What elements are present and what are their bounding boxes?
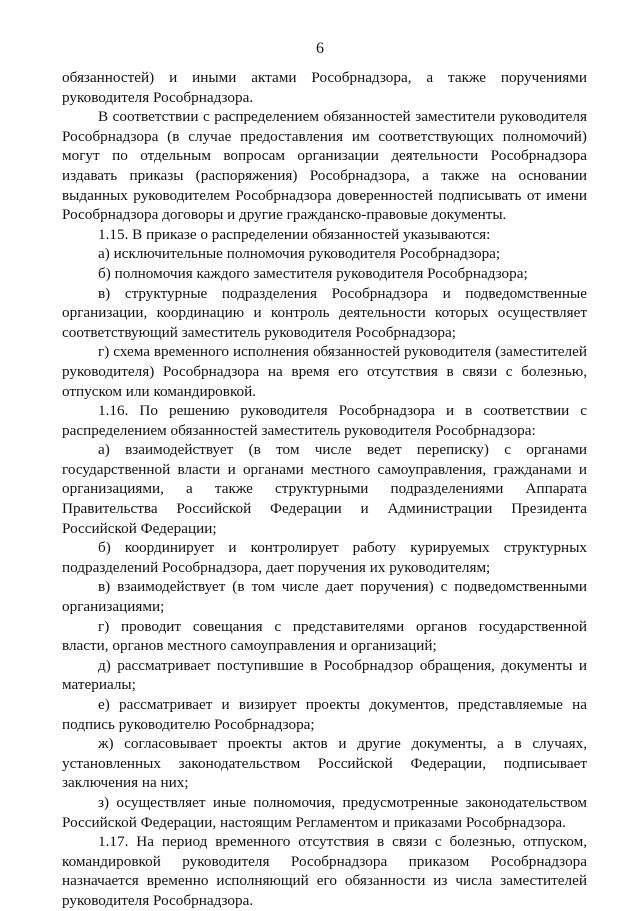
list-item-1-16-e: е) рассматривает и визирует проекты документов, представляемые на подпись руководителю Рособрнадзора; — [62, 696, 587, 733]
paragraph-continuation: обязанностей) и иными актами Рособрнадзора, а также поручениями руководителя Рособрнадзора. — [62, 69, 587, 106]
paragraph-1-16: 1.16. По решению руководителя Рособрнадзора и в соответствии с распределением обязанностей заместитель руководителя Рособрнадзора: — [62, 402, 587, 439]
document-body — [62, 68, 587, 911]
list-item-1-16-b: б) координирует и контролирует работу курируемых структурных подразделений Рособрнадзора, дает поручения их руководителям; — [62, 539, 587, 576]
paragraph-1-17: 1.17. На период временного отсутствия в связи с болезнью, отпуском, командировкой руководителя Рособрнадзора приказом Рособрнадзора назначается временно исполняющий его обязанности из числа заместителей руководителя Рособрнадзора. — [62, 833, 587, 909]
list-item-1-16-a: а) взаимодействует (в том числе ведет переписку) с органами государственной власти и органами местного самоуправления, гражданами и организациями, а также структурными подразделениями Аппарата Правительства Российской Федерации и Администрации Президента Российской Федерации; — [62, 441, 587, 537]
list-item-1-16-zh: ж) согласовывает проекты актов и другие документы, а в случаях, установленных законодательством Российской Федерации, подписывает заключения на них; — [62, 735, 587, 792]
list-item-1-15-a: а) исключительные полномочия руководителя Рособрнадзора; — [98, 245, 501, 263]
page-number: 6 — [316, 40, 324, 57]
list-item-1-15-b: б) полномочия каждого заместителя руководителя Рособрнадзора; — [98, 264, 528, 282]
list-item-1-15-v: в) структурные подразделения Рособрнадзора и подведомственные организации, координацию и контроль деятельности которых осуществляет соответствующий заместитель руководителя Рособрнадзора; — [62, 284, 587, 341]
paragraph-deputies-authority: В соответствии с распределением обязанностей заместители руководителя Рособрнадзора (в случае предоставления им соответствующих полномочий) могут по отдельным вопросам организации деятельности Рособрнадзора издавать приказы (распоряжения) Рособрнадзора, а также на основании выданных руководителем Рособрнадзора доверенностей подписывать от имени Рособрнадзора договоры и другие гражданско-правовые документы. — [62, 108, 587, 224]
list-item-1-16-g: г) проводит совещания с представителями органов государственной власти, органов местного самоуправления и организаций; — [62, 617, 587, 655]
list-item-1-16-z: з) осуществляет иные полномочия, предусмотренные законодательством Российской Федерации, настоящим Регламентом и приказами Рособрнадзора. — [62, 793, 587, 831]
paragraph-1-15: 1.15. В приказе о распределении обязанностей указываются: — [98, 225, 491, 243]
list-item-1-16-v: в) взаимодействует (в том числе дает поручения) с подведомственными организациями; — [62, 578, 587, 616]
list-item-1-16-d: д) рассматривает поступившие в Рособрнадзор обращения, документы и материалы; — [62, 656, 587, 694]
list-item-1-15-g: г) схема временного исполнения обязанностей руководителя (заместителей руководителя) Рособрнадзора на время его отсутствия в связи с болезнью, отпуском или командировкой. — [62, 343, 587, 400]
